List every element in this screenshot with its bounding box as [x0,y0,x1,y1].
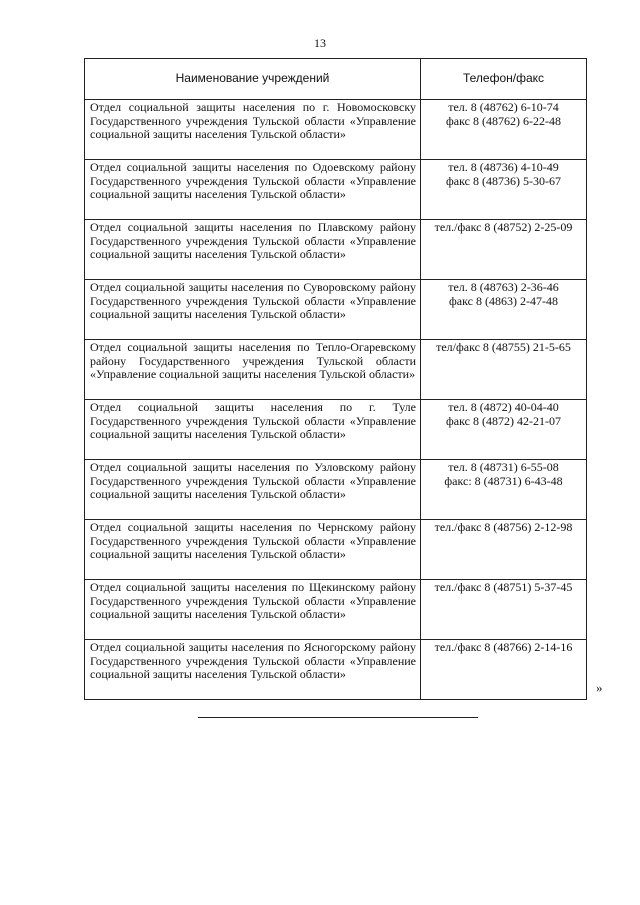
fax-line: факс 8 (4872) 42-21-07 [446,413,561,428]
header-institution-name: Наименование учреждений [85,59,421,100]
phone-fax-line: тел./факс 8 (48766) 2-14-16 [434,640,573,654]
institution-name: Отдел социальной защиты населения по Тепло-Огаревскому району Государственного учреждения Тульской области «Управление социальной защиты населения Тульской области» [85,340,421,400]
header-phone-fax: Телефон/факс [421,59,587,100]
institution-name: Отдел социальной защиты населения по Плавскому району Государственного учреждения Тульской области «Управление социальной защиты населения Тульской области» [85,220,421,280]
table-row [85,100,587,160]
table-row [85,640,587,700]
institution-phone [421,460,587,520]
institution-phone [421,520,587,580]
phone-line: тел. 8 (48736) 4-10-49 [448,160,559,174]
table-row [85,520,587,580]
table-header-row [85,59,587,100]
page-number: 13 [314,36,326,50]
institutions-table [84,58,587,700]
table-row [85,340,587,400]
institution-phone [421,340,587,400]
phone-line: тел. 8 (4872) 40-04-40 [448,400,559,414]
fax-line: факс 8 (48736) 5-30-67 [446,173,561,188]
phone-fax-line: тел./факс 8 (48751) 5-37-45 [434,580,573,594]
phone-line: тел. 8 (48731) 6-55-08 [448,460,559,474]
institution-phone [421,640,587,700]
phone-fax-line: тел./факс 8 (48752) 2-25-09 [434,220,573,234]
closing-quote: » [596,680,603,695]
institution-phone [421,580,587,640]
table-row [85,280,587,340]
fax-line: факс 8 (4863) 2-47-48 [449,293,558,308]
table-row [85,460,587,520]
institution-name: Отдел социальной защиты населения по г. Туле Государственного учреждения Тульской области «Управление социальной защиты населения Тульской области» [85,400,421,460]
institution-name: Отдел социальной защиты населения по г. Новомосковску Государственного учреждения Тульской области «Управление социальной защиты населения Тульской области» [85,100,421,160]
phone-fax-line: тел./факс 8 (48756) 2-12-98 [434,520,573,534]
institution-name: Отдел социальной защиты населения по Щекинскому району Государственного учреждения Тульской области «Управление социальной защиты населения Тульской области» [85,580,421,640]
institution-name: Отдел социальной защиты населения по Чернскому району Государственного учреждения Тульской области «Управление социальной защиты населения Тульской области» [85,520,421,580]
table-row [85,400,587,460]
end-divider [198,717,478,718]
institution-name: Отдел социальной защиты населения по Узловскому району Государственного учреждения Тульской области «Управление социальной защиты населения Тульской области» [85,460,421,520]
institution-name: Отдел социальной защиты населения по Одоевскому району Государственного учреждения Тульской области «Управление социальной защиты населения Тульской области» [85,160,421,220]
fax-line: факс: 8 (48731) 6-43-48 [444,473,563,488]
institution-phone [421,160,587,220]
phone-line: тел. 8 (48763) 2-36-46 [448,280,559,294]
table-row [85,220,587,280]
phone-fax-line: тел/факс 8 (48755) 21-5-65 [436,340,571,354]
institution-phone [421,280,587,340]
table-row [85,580,587,640]
fax-line: факс 8 (48762) 6-22-48 [446,113,561,128]
table-row [85,160,587,220]
institution-name: Отдел социальной защиты населения по Ясногорскому району Государственного учреждения Тульской области «Управление социальной защиты населения Тульской области» [85,640,421,700]
institution-phone [421,220,587,280]
phone-line: тел. 8 (48762) 6-10-74 [448,100,559,114]
institution-name: Отдел социальной защиты населения по Суворовскому району Государственного учреждения Тульской области «Управление социальной защиты населения Тульской области» [85,280,421,340]
institution-phone [421,400,587,460]
institution-phone [421,100,587,160]
